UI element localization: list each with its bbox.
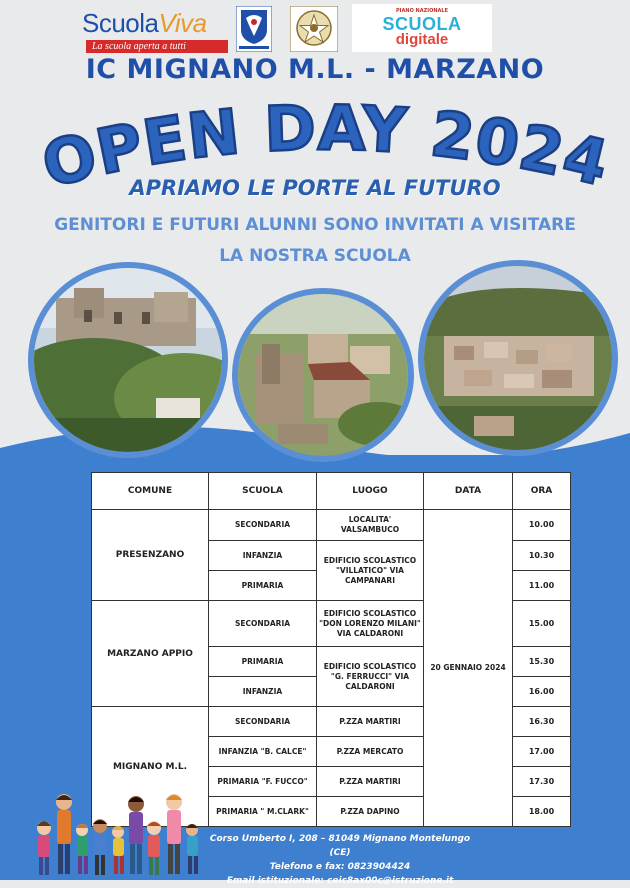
photo-castle-presenzano	[28, 262, 228, 458]
scuolaviva-logo	[82, 8, 230, 52]
luogo-cell: P.ZZA MARTIRI	[317, 767, 424, 797]
table-row	[92, 510, 571, 541]
sd-word-digitale: digitale	[395, 31, 449, 48]
scuola-cell: PRIMARIA " M.CLARK"	[209, 797, 317, 827]
luogo-cell: EDIFICIO SCOLASTICO "G. FERRUCCI" VIA CALDARONI	[317, 647, 424, 707]
invite-line-1: GENITORI E FUTURI ALUNNI SONO INVITATI A VISITARE	[54, 215, 576, 235]
date-cell: 20 GENNAIO 2024	[424, 510, 513, 827]
scuola-cell: SECONDARIA	[209, 707, 317, 737]
schedule-table	[91, 472, 571, 827]
ora-cell: 10.00	[513, 510, 571, 541]
comune-cell: MIGNANO M.L.	[92, 707, 209, 827]
scuola-cell: PRIMARIA	[209, 571, 317, 601]
luogo-cell: P.ZZA DAPINO	[317, 797, 424, 827]
photo-marzano-aerial	[232, 288, 414, 462]
scuola-cell: INFANZIA	[209, 541, 317, 571]
ora-cell: 15.30	[513, 647, 571, 677]
sd-small-caption: PIANO NAZIONALE	[395, 8, 449, 14]
children-illustration	[30, 788, 208, 880]
contact-address: Corso Umberto I, 208 – 81049 Mignano Montelungo (CE)	[209, 834, 471, 858]
contact-email[interactable]: Email istituzionale: ceic8ax00c@istruzione.it	[226, 876, 454, 886]
header-comune: COMUNE	[92, 473, 209, 510]
scuolaviva-tagline: La scuola aperta a tutti	[86, 40, 228, 53]
scuolaviva-wordmark: ScuolaViva	[82, 8, 207, 38]
scuola-cell: PRIMARIA	[209, 647, 317, 677]
header-luogo: LUOGO	[317, 473, 424, 510]
scuola-cell: INFANZIA "B. CALCE"	[209, 737, 317, 767]
table-header-row	[92, 473, 571, 510]
contact-phone: Telefono e fax: 0823904424	[269, 862, 411, 872]
header-ora: ORA	[513, 473, 571, 510]
scuola-cell: INFANZIA	[209, 677, 317, 707]
scuola-cell: SECONDARIA	[209, 510, 317, 541]
ora-cell: 15.00	[513, 601, 571, 647]
regione-campania-logo	[236, 6, 272, 52]
photo-mignano-town	[418, 260, 618, 456]
logo-bar	[0, 2, 630, 56]
ora-cell: 16.30	[513, 707, 571, 737]
scuola-cell: SECONDARIA	[209, 601, 317, 647]
sd-word-scuola: SCUOLA	[382, 14, 462, 34]
ora-cell: 17.00	[513, 737, 571, 767]
luogo-cell: P.ZZA MERCATO	[317, 737, 424, 767]
open-day-text: OPEN DAY 2024	[35, 91, 616, 198]
ora-cell: 17.30	[513, 767, 571, 797]
header-scuola: SCUOLA	[209, 473, 317, 510]
scuola-digitale-logo	[352, 4, 492, 52]
luogo-cell: LOCALITA' VALSAMBUCO	[317, 510, 424, 541]
luogo-cell: EDIFICIO SCOLASTICO "VILLATICO" VIA CAMPANARI	[317, 541, 424, 601]
luogo-cell: EDIFICIO SCOLASTICO "DON LORENZO MILANI" VIA CALDARONI	[317, 601, 424, 647]
ora-cell: 11.00	[513, 571, 571, 601]
repubblica-emblem	[290, 6, 338, 52]
scuola-cell: PRIMARIA "F. FUCCO"	[209, 767, 317, 797]
school-name: IC MIGNANO M.L. - MARZANO	[85, 54, 545, 85]
comune-cell: PRESENZANO	[92, 510, 209, 601]
ora-cell: 18.00	[513, 797, 571, 827]
ora-cell: 10.30	[513, 541, 571, 571]
comune-cell: MARZANO APPIO	[92, 601, 209, 707]
subtitle: APRIAMO LE PORTE AL FUTURO	[129, 176, 501, 200]
ora-cell: 16.00	[513, 677, 571, 707]
luogo-cell: P.ZZA MARTIRI	[317, 707, 424, 737]
header-data: DATA	[424, 473, 513, 510]
invite-line-2: LA NOSTRA SCUOLA	[219, 246, 411, 266]
